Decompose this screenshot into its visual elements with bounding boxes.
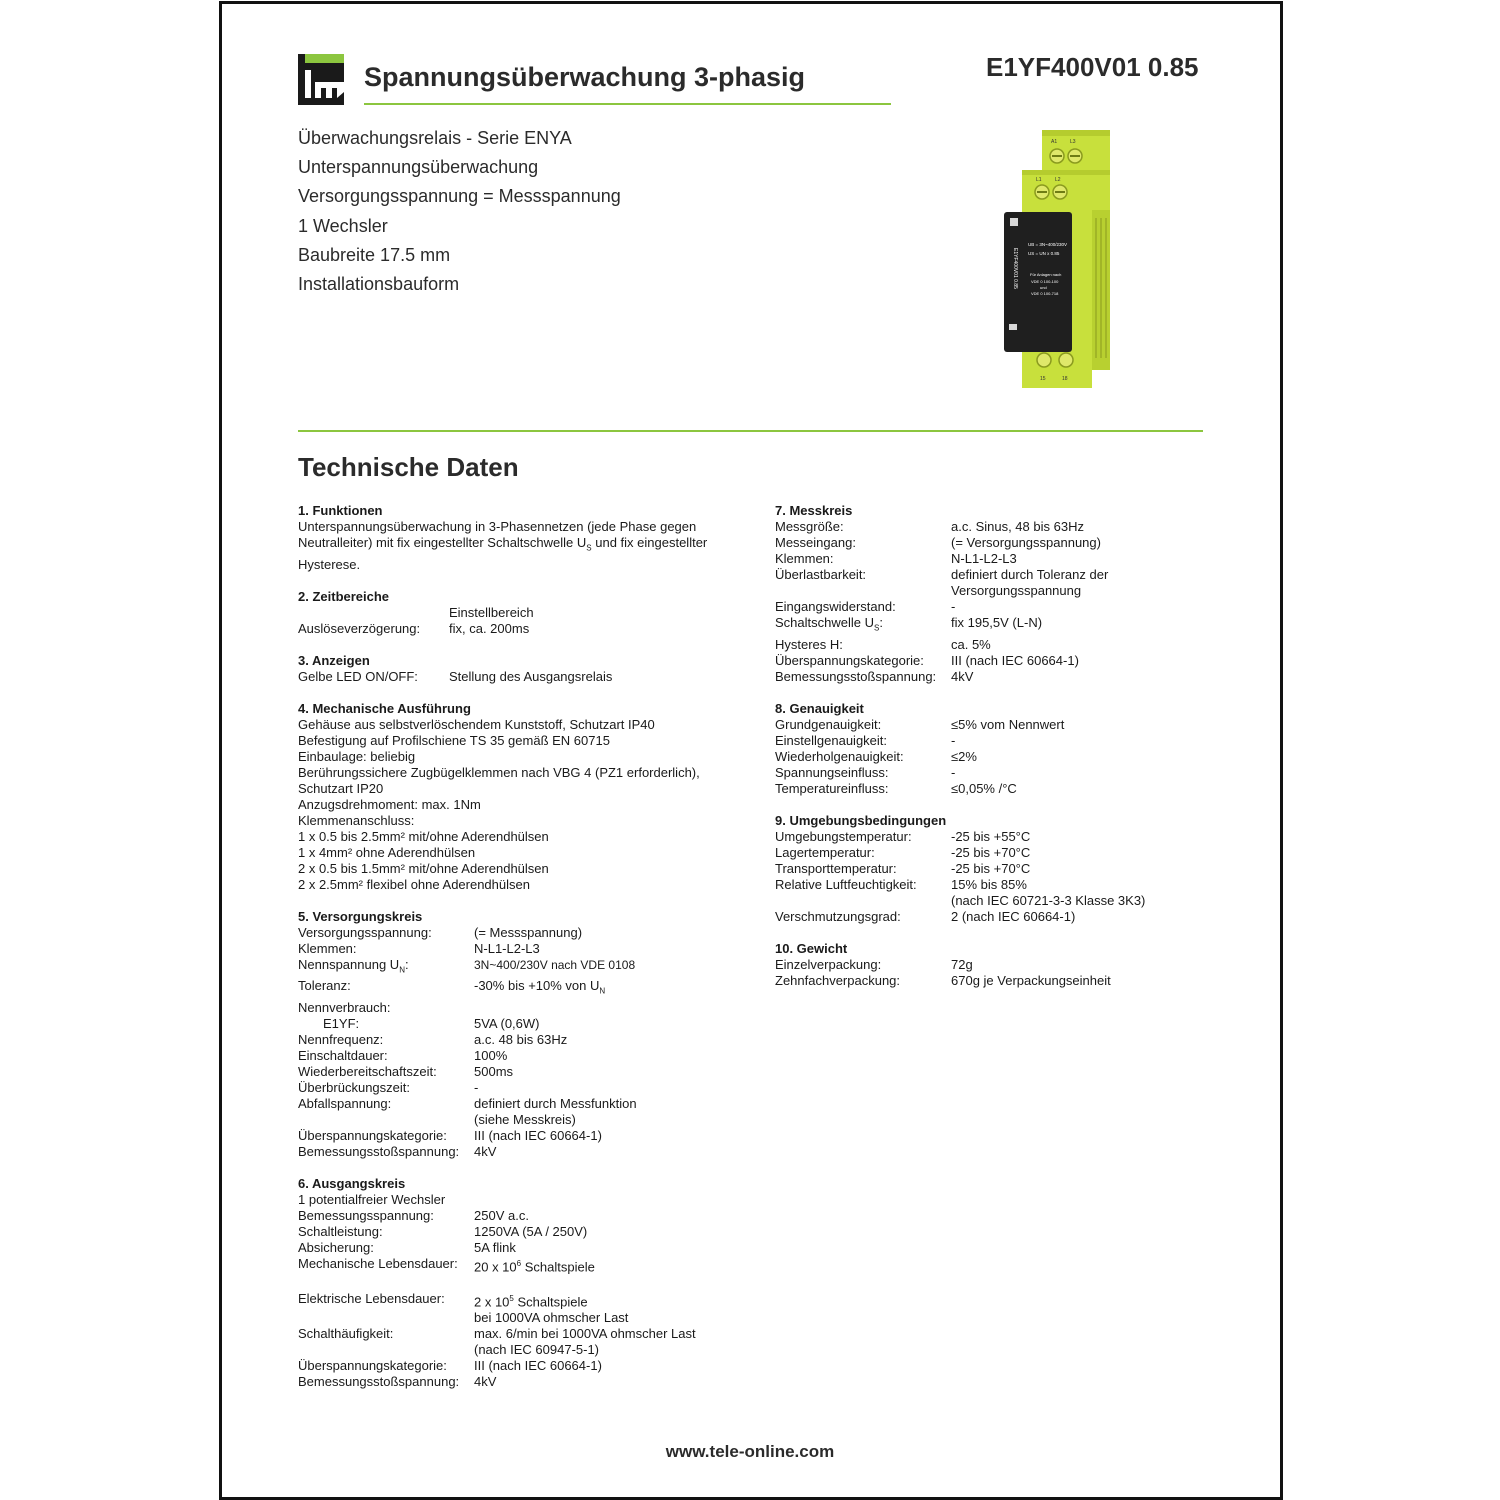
spec-text: 1 potentialfreier Wechsler	[298, 1191, 446, 1207]
spec-row	[775, 717, 1195, 733]
spec-key: Überspannungskategorie:	[298, 1127, 447, 1143]
spec-key: Schaltleistung:	[298, 1223, 383, 1239]
spec-value-line	[474, 1291, 758, 1310]
section-zeitbereiche	[298, 589, 758, 637]
spec-value-line: definiert durch Messfunktion	[474, 1095, 637, 1111]
spec-row	[298, 957, 758, 979]
device-label-line2: US = UN x 0.85	[1028, 251, 1060, 256]
spec-row	[298, 1374, 758, 1390]
spec-key: Schalthäufigkeit:	[298, 1326, 394, 1342]
spec-value: -	[951, 732, 956, 748]
spec-value-line: (nach IEC 60721-3-3 Klasse 3K3)	[951, 892, 1146, 908]
device-label-line4: VDE 0 100-100	[1031, 279, 1059, 284]
subscript: N	[599, 986, 606, 996]
spec-key: Einzelverpackung:	[775, 956, 882, 972]
spec-row	[298, 1080, 758, 1096]
spec-value: -25 bis +55°C	[951, 828, 1031, 844]
spec-value-line: Versorgungsspannung	[951, 583, 1082, 598]
spec-value: a.c. 48 bis 63Hz	[474, 1031, 568, 1047]
spec-value: fix, ca. 200ms	[449, 620, 530, 636]
spec-key: Gelbe LED ON/OFF:	[298, 668, 418, 684]
spacer	[298, 1275, 758, 1291]
spec-value: N-L1-L2-L3	[951, 551, 1017, 566]
spec-key: Bemessungsstoßspannung:	[775, 668, 937, 684]
spec-row	[775, 733, 1195, 749]
spec-value: ≤2%	[951, 748, 977, 764]
spec-key: Klemmen:	[298, 940, 357, 956]
spec-value: (= Messspannung)	[474, 924, 583, 940]
relay-device-image	[1000, 128, 1115, 390]
section-title: 10. Gewicht	[775, 940, 848, 956]
spec-row	[298, 1358, 758, 1374]
spec-value-line: 3N~400/230V nach VDE 0108	[474, 957, 636, 972]
section-genauigkeit	[775, 701, 1195, 797]
device-label-line6: VDE 0 100-718	[1031, 291, 1059, 296]
spec-text-part: Neutralleiter) mit fix eingestellter Schaltschwelle U	[298, 535, 587, 550]
terminal-l2-label: L2	[1055, 177, 1061, 183]
spec-row	[298, 1291, 758, 1326]
spec-value: ≤0,05% /°C	[951, 780, 1017, 796]
spec-value	[474, 1000, 758, 1016]
tech-data-heading: Technische Daten	[298, 452, 519, 482]
spec-row	[298, 1032, 758, 1048]
spec-value: ≤5% vom Nennwert	[951, 716, 1065, 732]
spec-value: -25 bis +70°C	[951, 844, 1031, 860]
spec-key: Abfallspannung:	[298, 1095, 392, 1111]
feature-item: Unterspannungsüberwachung	[298, 157, 539, 178]
spec-key	[298, 605, 449, 621]
subscript: N	[399, 965, 405, 975]
spec-key-part: :	[879, 615, 883, 630]
section-title: 5. Versorgungskreis	[298, 908, 423, 924]
spec-text-part: und fix eingestellter	[591, 535, 708, 550]
spec-key: Messeingang:	[775, 535, 856, 550]
spec-text: Befestigung auf Profilschiene TS 35 gemäß EN 60715	[298, 732, 610, 748]
spec-value	[474, 1291, 758, 1326]
spec-value: (= Versorgungsspannung)	[951, 535, 1101, 550]
spec-row	[298, 621, 758, 637]
spec-row	[298, 925, 758, 941]
spec-value-line: 15% bis 85%	[951, 876, 1027, 892]
spec-row	[298, 605, 758, 621]
spec-key: Transporttemperatur:	[775, 860, 897, 876]
spec-key: Nennverbrauch:	[298, 999, 391, 1015]
spec-row	[775, 861, 1195, 877]
spec-text: Anzugsdrehmoment: max. 1Nm	[298, 796, 481, 812]
spec-row	[775, 765, 1195, 781]
subscript: S	[586, 543, 592, 553]
spec-text: 1 x 0.5 bis 2.5mm² mit/ohne Aderendhülsen	[298, 828, 549, 844]
spec-key: Versorgungsspannung:	[298, 924, 432, 940]
section-gewicht	[775, 941, 1195, 989]
spec-value: 5VA (0,6W)	[474, 1015, 540, 1031]
spec-value-line: bei 1000VA ohmscher Last	[474, 1310, 629, 1326]
spec-value: 4kV	[474, 1143, 497, 1159]
spec-value: -	[951, 599, 956, 614]
spec-value-part: 20 x 10	[474, 1259, 517, 1275]
spec-value-line: (nach IEC 60947-5-1)	[474, 1342, 600, 1358]
spec-value: -	[474, 1079, 479, 1095]
spec-key: Hysteres H:	[775, 636, 843, 652]
spec-key: Lagertemperatur:	[775, 844, 875, 860]
spec-row	[298, 1048, 758, 1064]
spec-value-line: max. 6/min bei 1000VA ohmscher Last	[474, 1326, 696, 1342]
spec-row	[298, 1256, 758, 1275]
spec-value: -25 bis +70°C	[951, 860, 1031, 876]
spec-key: Nennfrequenz:	[298, 1031, 384, 1047]
spec-value: a.c. Sinus, 48 bis 63Hz	[951, 519, 1084, 534]
spec-value: 5A flink	[474, 1239, 516, 1255]
spec-column-right	[775, 503, 1195, 1005]
spec-row	[298, 1064, 758, 1080]
spec-row	[775, 519, 1195, 535]
spec-value: III (nach IEC 60664-1)	[474, 1127, 602, 1143]
spec-key: Verschmutzungsgrad:	[775, 908, 901, 924]
spec-key: Wiederholgenauigkeit:	[775, 748, 904, 764]
section-title: 3. Anzeigen	[298, 652, 370, 668]
spec-row	[775, 653, 1195, 669]
spec-key: Elektrische Lebensdauer:	[298, 1291, 445, 1307]
spec-key: Einstellgenauigkeit:	[775, 732, 888, 748]
spec-key: Überspannungskategorie:	[775, 652, 924, 668]
device-label-line3: Für Anlagen nach	[1030, 272, 1062, 277]
section-messkreis	[775, 503, 1195, 685]
spec-key: Spannungseinfluss:	[775, 764, 889, 780]
section-title: 7. Messkreis	[775, 503, 853, 518]
title-underline	[364, 103, 891, 105]
spec-key: Grundgenauigkeit:	[775, 716, 882, 732]
feature-item: Überwachungsrelais - Serie ENYA	[298, 128, 572, 148]
spec-value-line: (siehe Messkreis)	[474, 1111, 576, 1127]
spec-row	[298, 1224, 758, 1240]
spec-text: 2 x 2.5mm² flexibel ohne Aderendhülsen	[298, 876, 530, 892]
spec-row	[298, 1000, 758, 1016]
spec-value	[474, 957, 758, 979]
spec-key: Zehnfachverpackung:	[775, 972, 901, 988]
spec-value-line: definiert durch Toleranz der	[951, 567, 1109, 582]
section-funktionen	[298, 503, 758, 573]
spec-row	[298, 978, 758, 1000]
section-title: 2. Zeitbereiche	[298, 588, 390, 604]
spec-text: Einbaulage: beliebig	[298, 748, 416, 764]
spec-key: Bemessungsspannung:	[298, 1207, 434, 1223]
spec-row	[775, 669, 1195, 685]
device-side-text: E1YF400V01 0.85	[1012, 248, 1018, 289]
spec-row	[298, 1096, 758, 1128]
device-label-line1: UB = 3N~400/230V	[1028, 242, 1068, 247]
spec-row	[775, 567, 1195, 599]
spec-row	[775, 749, 1195, 765]
spec-row	[298, 1144, 758, 1160]
spec-value: 100%	[474, 1047, 508, 1063]
spec-column-left	[298, 503, 758, 1406]
spec-value	[474, 1096, 758, 1128]
spec-text: Berührungssichere Zugbügelklemmen nach VBG 4 (PZ1 erforderlich),	[298, 764, 700, 780]
spec-key: Relative Luftfeuchtigkeit:	[775, 876, 917, 892]
spec-key: Wiederbereitschaftszeit:	[298, 1063, 437, 1079]
section-versorgungskreis	[298, 909, 758, 1160]
spec-row	[298, 941, 758, 957]
subscript: S	[874, 623, 880, 633]
spec-value-part: Schaltspiele	[521, 1259, 595, 1275]
feature-item: Installationsbauform	[298, 274, 460, 295]
spec-row	[775, 551, 1195, 567]
spec-key: Überlastbarkeit:	[775, 567, 867, 582]
spec-key: Absicherung:	[298, 1239, 374, 1255]
section-mechanik	[298, 701, 758, 893]
spec-key: Bemessungsstoßspannung:	[298, 1143, 460, 1159]
spec-row	[298, 1128, 758, 1144]
spec-value: 72g	[951, 956, 973, 972]
spec-key-part: :	[404, 956, 409, 972]
spec-value	[474, 978, 758, 1000]
section-title: 1. Funktionen	[298, 503, 383, 518]
spec-row	[775, 615, 1195, 637]
spec-row	[775, 637, 1195, 653]
section-anzeigen	[298, 653, 758, 685]
spec-key	[775, 615, 951, 637]
spec-text: Unterspannungsüberwachung in 3-Phasennetzen (jede Phase gegen	[298, 519, 697, 534]
spec-row	[775, 845, 1195, 861]
spec-value-part: -30% bis +10% von U	[474, 978, 600, 994]
terminal-15-label: 15	[1040, 376, 1046, 382]
superscript: 6	[516, 1258, 522, 1268]
spec-text: 1 x 4mm² ohne Aderendhülsen	[298, 844, 476, 860]
spec-key: Auslöseverzögerung:	[298, 620, 421, 636]
spec-text: Gehäuse aus selbstverlöschendem Kunststoff, Schutzart IP40	[298, 716, 655, 732]
superscript: 5	[509, 1294, 514, 1304]
spec-row	[775, 957, 1195, 973]
section-title: 4. Mechanische Ausführung	[298, 700, 471, 716]
spec-value: -	[951, 764, 956, 780]
section-title: 6. Ausgangskreis	[298, 1175, 406, 1191]
spec-row	[298, 1326, 758, 1358]
spec-key: Toleranz:	[298, 978, 351, 994]
spec-key: Eingangswiderstand:	[775, 599, 896, 614]
device-label-line5: und	[1040, 285, 1047, 290]
spec-row	[775, 599, 1195, 615]
spec-row	[298, 1208, 758, 1224]
terminal-18-label: 18	[1062, 376, 1068, 382]
spec-value-part: 2 x 10	[474, 1294, 510, 1310]
spec-key: Einschaltdauer:	[298, 1047, 388, 1063]
feature-item: 1 Wechsler	[298, 215, 388, 236]
spec-value: 250V a.c.	[474, 1207, 529, 1223]
spec-row	[775, 909, 1195, 925]
page-title: Spannungsüberwachung 3-phasig	[364, 62, 806, 92]
terminal-a1-label: A1	[1051, 139, 1058, 145]
spec-row	[775, 535, 1195, 551]
feature-list	[298, 124, 621, 299]
spec-value: N-L1-L2-L3	[474, 940, 540, 956]
section-title: 9. Umgebungsbedingungen	[775, 812, 947, 828]
spec-value: 500ms	[474, 1063, 514, 1079]
spec-key: Bemessungsstoßspannung:	[298, 1374, 460, 1390]
spec-text: Schutzart IP20	[298, 780, 384, 796]
spec-key: Temperatureinfluss:	[775, 780, 889, 796]
terminal-l3-label: L3	[1070, 139, 1076, 145]
footer-url[interactable]: www.tele-online.com	[665, 1442, 835, 1461]
section-umgebung	[775, 813, 1195, 925]
spec-key-part: Nennspannung U	[298, 956, 400, 972]
spec-key: Überspannungskategorie:	[298, 1358, 447, 1374]
section-divider	[298, 430, 1203, 432]
spec-value-part: Schaltspiele	[513, 1294, 588, 1310]
spec-row	[298, 1240, 758, 1256]
spec-value	[951, 877, 1195, 909]
spec-value	[474, 1256, 758, 1275]
spec-value: Stellung des Ausgangsrelais	[449, 668, 613, 684]
spec-row	[775, 781, 1195, 797]
spec-key-part: Schaltschwelle U	[775, 615, 874, 630]
spec-value: 1250VA (5A / 250V)	[474, 1223, 588, 1239]
spec-value: III (nach IEC 60664-1)	[474, 1358, 602, 1374]
feature-item: Baubreite 17.5 mm	[298, 244, 451, 265]
spec-row	[775, 829, 1195, 845]
feature-item: Versorgungsspannung = Messspannung	[298, 186, 621, 207]
spec-key: Umgebungstemperatur:	[775, 828, 912, 844]
spec-text: Hysterese.	[298, 556, 361, 572]
spec-value: 4kV	[951, 668, 974, 684]
spec-value: ca. 5%	[951, 636, 991, 652]
spec-key: E1YF:	[323, 1015, 360, 1031]
spec-value	[474, 1326, 758, 1358]
spec-value: III (nach IEC 60664-1)	[951, 652, 1079, 668]
spec-text	[298, 535, 758, 557]
spec-key	[298, 957, 474, 979]
spec-row	[298, 669, 758, 685]
spec-key: Klemmen:	[775, 551, 834, 566]
spec-row	[298, 1016, 758, 1032]
spec-value: fix 195,5V (L-N)	[951, 615, 1043, 630]
spec-value: 670g je Verpackungseinheit	[951, 972, 1111, 988]
product-code: E1YF400V01 0.85	[986, 52, 1199, 82]
spec-value: 4kV	[474, 1374, 497, 1390]
spec-key: Mechanische Lebensdauer:	[298, 1255, 458, 1271]
tele-logo-icon	[298, 54, 344, 105]
spec-key: Messgröße:	[775, 519, 844, 534]
spec-value: Einstellbereich	[449, 604, 534, 620]
spec-value: 2 (nach IEC 60664-1)	[951, 908, 1076, 924]
spec-row	[775, 877, 1195, 909]
spec-text: 2 x 0.5 bis 1.5mm² mit/ohne Aderendhülsen	[298, 860, 549, 876]
section-ausgangskreis	[298, 1176, 758, 1391]
spec-text: Klemmenanschluss:	[298, 812, 415, 828]
section-title: 8. Genauigkeit	[775, 700, 864, 716]
spec-row	[775, 973, 1195, 989]
terminal-l1-label: L1	[1036, 177, 1042, 183]
spec-value	[951, 567, 1195, 599]
spec-key: Überbrückungszeit:	[298, 1079, 410, 1095]
